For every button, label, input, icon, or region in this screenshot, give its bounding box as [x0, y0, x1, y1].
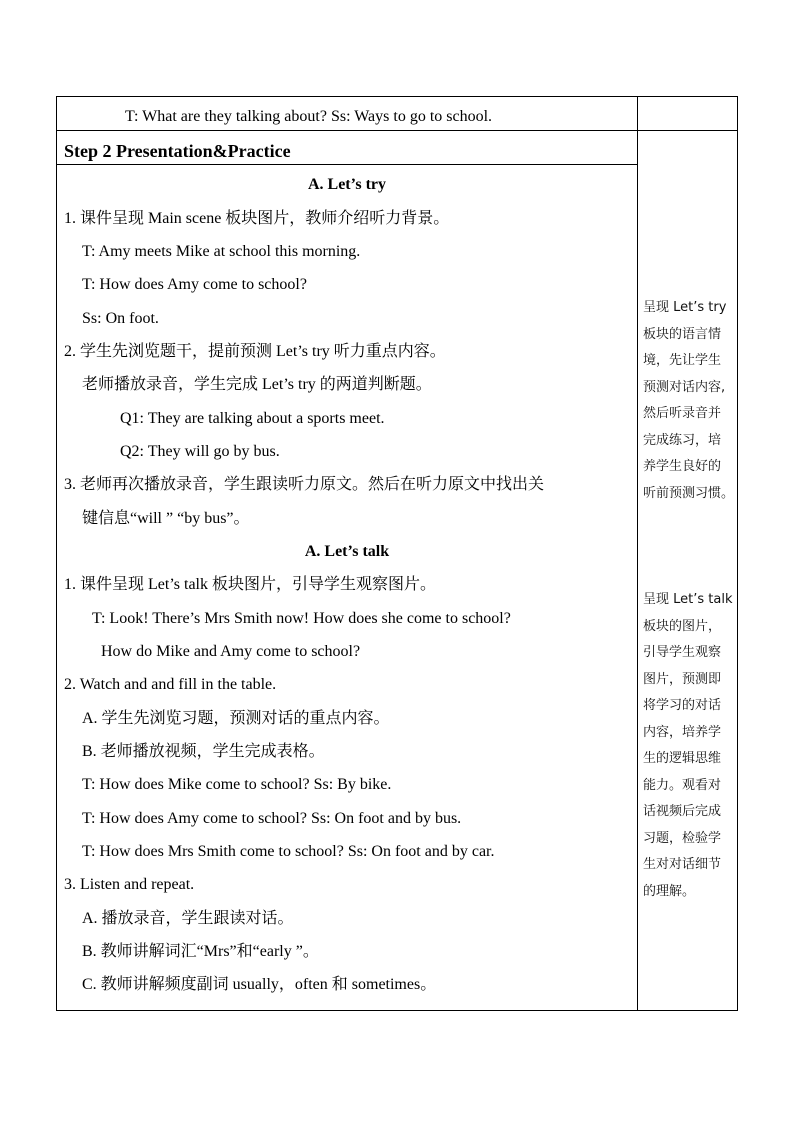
- lets-talk-line-3: How do Mike and Amy come to school?: [101, 643, 361, 660]
- lets-try-line-3: T: How does Amy come to school?: [82, 276, 307, 293]
- lets-try-line-1: 1. 课件呈现 Main scene 板块图片，教师介绍听力背景。: [64, 210, 450, 227]
- lets-try-line-4: Ss: On foot.: [82, 310, 159, 327]
- note-line: 生的逻辑思维: [643, 751, 722, 766]
- note-line: 呈现 Let’s try: [643, 300, 727, 315]
- note-line: 听前预测习惯。: [643, 485, 735, 501]
- lets-talk-line-6: B. 老师播放视频，学生完成表格。: [82, 743, 325, 760]
- note-line: 完成练习，培: [643, 432, 722, 448]
- column-divider: [637, 97, 638, 1010]
- note-line: 将学习的对话: [643, 698, 722, 713]
- lets-try-line-5: 2. 学生先浏览题干，提前预测 Let’s try 听力重点内容。: [64, 343, 446, 360]
- lets-talk-line-10: 3. Listen and repeat.: [64, 876, 195, 893]
- note-line: 板块的语言情: [643, 326, 722, 342]
- lets-try-line-9: 3. 老师再次播放录音，学生跟读听力原文。然后在听力原文中找出关: [64, 476, 545, 493]
- note-line: 呈现 Let’s talk: [643, 592, 733, 607]
- lets-try-design-note: [643, 295, 737, 507]
- lets-talk-line-13: C. 教师讲解频度副词 usually，often 和 sometimes。: [82, 976, 437, 993]
- lets-talk-line-2: T: Look! There’s Mrs Smith now! How does she come to school?: [92, 610, 511, 627]
- row-divider-heading: [57, 164, 637, 165]
- lets-talk-design-note: [643, 587, 737, 905]
- row-divider-top: [57, 130, 737, 131]
- lets-try-line-2: T: Amy meets Mike at school this morning.: [82, 243, 361, 260]
- lets-talk-line-1: 1. 课件呈现 Let’s talk 板块图片，引导学生观察图片。: [64, 576, 436, 593]
- lets-talk-line-8: T: How does Amy come to school? Ss: On foot and by bus.: [82, 810, 462, 827]
- note-line: 然后听录音并: [643, 406, 722, 421]
- note-line: 引导学生观察: [643, 645, 722, 660]
- note-line: 话视频后完成: [643, 804, 722, 819]
- lets-talk-line-12: B. 教师讲解词汇“Mrs”和“early ”。: [82, 943, 319, 960]
- note-line: 内容，培养学: [643, 724, 722, 740]
- lets-try-line-6: 老师播放录音，学生完成 Let’s try 的两道判断题。: [82, 376, 432, 393]
- note-line: 境，先让学生: [643, 353, 722, 368]
- note-line: 生对对话细节: [643, 857, 722, 872]
- lets-talk-line-5: A. 学生先浏览习题，预测对话的重点内容。: [82, 710, 390, 727]
- lets-try-line-8: Q2: They will go by bus.: [120, 443, 280, 460]
- note-line: 预测对话内容,: [643, 379, 726, 395]
- lets-try-line-7: Q1: They are talking about a sports meet.: [120, 410, 385, 427]
- note-line: 的理解。: [643, 883, 696, 899]
- lets-talk-line-4: 2. Watch and and fill in the table.: [64, 676, 277, 693]
- lets-talk-line-9: T: How does Mrs Smith come to school? Ss: On foot and by car.: [82, 843, 495, 860]
- note-line: 能力。观看对: [643, 777, 722, 793]
- lets-talk-title: A. Let’s talk: [304, 543, 390, 560]
- lets-try-title: A. Let’s try: [307, 176, 387, 193]
- step2-heading: Step 2 Presentation&Practice: [64, 141, 291, 161]
- lets-talk-line-7: T: How does Mike come to school? Ss: By bike.: [82, 776, 392, 793]
- note-line: 图片，预测即: [643, 671, 722, 687]
- intro-dialogue: T: What are they talking about? Ss: Ways to go to school.: [125, 108, 493, 125]
- lesson-plan-table: [56, 96, 738, 1011]
- lets-try-line-10: 键信息“will ” “by bus”。: [82, 510, 250, 527]
- note-line: 习题，检验学: [643, 830, 722, 846]
- note-line: 养学生良好的: [643, 459, 722, 474]
- note-line: 板块的图片，: [643, 618, 722, 634]
- lets-talk-line-11: A. 播放录音，学生跟读对话。: [82, 910, 294, 927]
